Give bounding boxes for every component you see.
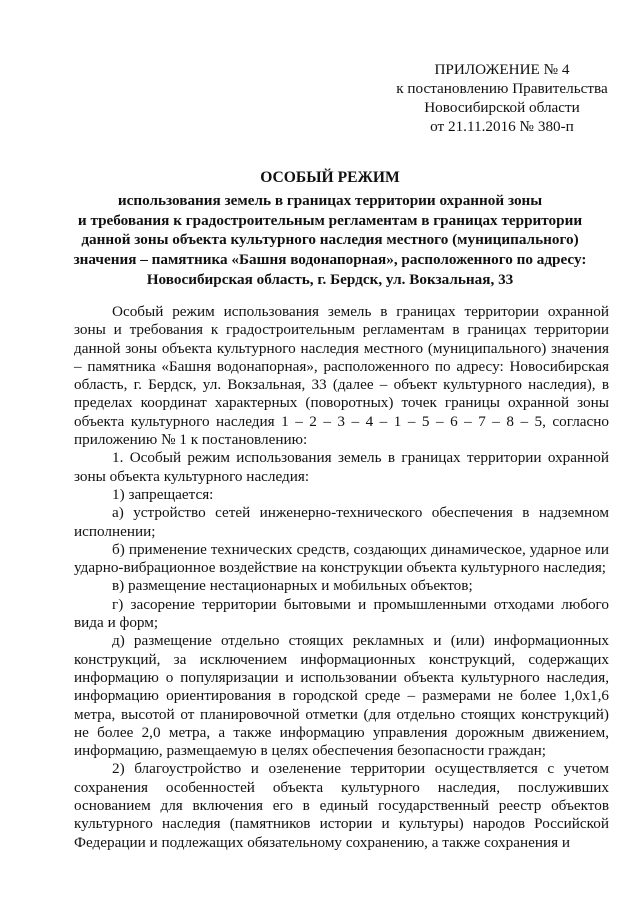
paragraph-item-1: 1. Особый режим использования земель в границах территории охранной зоны объекта культурного наследия: (74, 449, 609, 485)
intro-paragraph: Особый режим использования земель в границах территории охранной зоны и требования к градостроительным регламентам в границах территории данной зоны объекта культурного наследия местного (муниципального) значения – памятника «Башня водонапорная», расположенного по адресу: Новосибирская область, г. Бердск, ул. Вокзальная, 33 (далее – объект культурного наследия), в пределах координат характерных (поворотных) точек границы охранной зоны объекта культурного наследия 1 – 2 – 3 – 4 – 1 – 5 – 6 – 7 – 8 – 5, согласно приложению № 1 к постановлению: (74, 303, 609, 449)
document-body (74, 303, 609, 852)
appendix-header (392, 60, 612, 136)
title-line: данной зоны объекта культурного наследия местного (муниципального) (81, 231, 579, 249)
paragraph-item-d: д) размещение отдельно стоящих рекламных и (или) информационных конструкций, за исключением информационных конструкций, содержащих информацию о популяризации и использовании объекта культурного наследия, информацию ориентирования в городской среде – размерами не более 1,0х1,6 метра, высотой от планировочной отметки (для отдельно стоящих конструкций) не более 2,0 метра, а также информацию управления дорожным движением, информацию, размещаемую в целях обеспечения безопасности граждан; (74, 632, 609, 760)
paragraph-item-a: а) устройство сетей инженерно-технического обеспечения в надземном исполнении; (74, 504, 609, 540)
title-line: Новосибирская область, г. Бердск, ул. Вокзальная, 33 (146, 270, 514, 288)
paragraph-item-1-1: 1) запрещается: (112, 485, 214, 503)
paragraph-item-2: 2) благоустройство и озеленение территории осуществляется с учетом сохранения особенностей объекта культурного наследия, послуживших основанием для включения его в единый государственный реестр объектов культурного наследия (памятников истории и культуры) народов Российской Федерации и подлежащих обязательному сохранению, а также сохранения и (74, 760, 609, 851)
title-main: ОСОБЫЙ РЕЖИМ (260, 169, 400, 186)
appendix-date-number: от 21.11.2016 № 380-п (430, 118, 574, 135)
title-line: использования земель в границах территории охранной зоны (117, 191, 543, 209)
document-title (60, 168, 600, 290)
appendix-region: Новосибирской области (424, 99, 580, 116)
appendix-resolution-ref: к постановлению Правительства (396, 80, 608, 97)
paragraph-item-b: б) применение технических средств, создающих динамическое, ударное или ударно-вибрационное воздействие на конструкции объекта культурного наследия; (74, 540, 609, 577)
paragraph-item-g: г) засорение территории бытовыми и промышленными отходами любого вида и форм; (74, 595, 609, 632)
title-line: и требования к градостроительным регламентам в границах территории (77, 211, 583, 229)
appendix-number: ПРИЛОЖЕНИЕ № 4 (434, 61, 570, 78)
paragraph-item-v: в) размещение нестационарных и мобильных объектов; (112, 577, 473, 595)
title-line: значения – памятника «Башня водонапорная», расположенного по адресу: (73, 251, 587, 269)
